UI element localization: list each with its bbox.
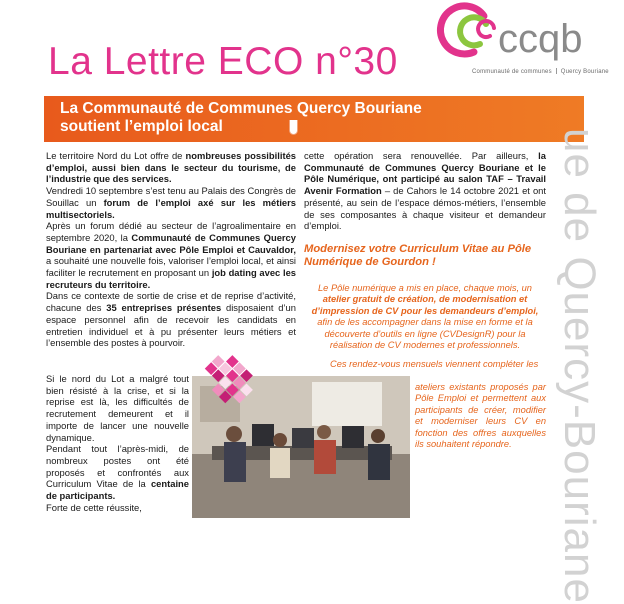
side-vertical-title-text: ue de Quercy-Bouriane bbox=[555, 128, 604, 604]
ccqb-logo bbox=[440, 6, 608, 82]
headline-banner bbox=[44, 96, 584, 142]
paragraph-forum bbox=[46, 185, 296, 220]
text-run: cette opération sera renouvellée. Par ailleurs, bbox=[304, 150, 539, 161]
article-left-column bbox=[46, 150, 296, 349]
paragraph-taf bbox=[304, 150, 546, 232]
paragraph-intro bbox=[46, 150, 296, 185]
newsletter-title: La Lettre ECO n°30 bbox=[48, 40, 398, 83]
mosaic-diamonds-icon bbox=[188, 356, 264, 418]
paragraph-success: Forte de cette réussite, bbox=[46, 501, 142, 513]
text-run: Pendant tout l’après-midi, de nombreux postes ont été proposés et confrontés aux Curriculum Vitae de la bbox=[46, 443, 189, 490]
text-run-bold: atelier gratuit de création, de modernisation et d’impression de CV pour les demandeurs d’emploi, bbox=[311, 294, 539, 316]
paragraph-companies bbox=[46, 290, 296, 349]
logo-letters: ccqb bbox=[498, 17, 583, 61]
text-run-bold: centaine de participants. bbox=[46, 478, 189, 502]
text-run-bold: la Communauté de Communes Quercy Bouriane et le Pôle Numérique, ont participé au salon TAF – Travail Avenir Formation bbox=[304, 150, 546, 197]
text-run: disposaient d’un espace personnel afin de recevoir les candidats en entretien individuel et à pu présenter leurs métiers et l’ensemble des postes à pourvoir. bbox=[46, 302, 296, 349]
side-vertical-title bbox=[555, 128, 620, 604]
text-run: Dans ce contexte de sortie de crise et de reprise d’activité, chacune des bbox=[46, 290, 296, 314]
logo-caption-right: Quercy Bouriane bbox=[560, 69, 609, 75]
headline-line-1: La Communauté de Communes Quercy Bouriane bbox=[60, 100, 422, 117]
text-run-bold: forum de l’emploi axé sur les métiers multisectoriels. bbox=[46, 196, 296, 220]
text-run: afin de les accompagner dans la mise en forme et la découverte d’outils en ligne (CVDesignR) pour la réalisation de CV modernes et professionnels. bbox=[317, 317, 533, 351]
text-run: a souhaité une nouvelle fois, valoriser l’emploi local, et ainsi faciliter le recrutement en proposant un bbox=[46, 255, 296, 279]
text-run-bold: Communauté de Communes Quercy Bouriane en partenariat avec Pôle Emploi et Cauvaldor, bbox=[46, 231, 296, 255]
banner-tab-decoration bbox=[289, 120, 298, 135]
text-run: Le territoire Nord du Lot offre de bbox=[46, 150, 186, 161]
text-run: Le Pôle numérique a mis en place, chaque mois, un bbox=[318, 283, 532, 293]
cv-workshop-heading: Modernisez votre Curriculum Vitae au Pôle Numérique de Gourdon ! bbox=[304, 243, 532, 268]
paragraph-partnership bbox=[46, 220, 296, 290]
cv-workshop-followup-lead: Ces rendez-vous mensuels viennent compléter les bbox=[330, 359, 539, 369]
text-run-bold: job dating avec les recruteurs du territoire. bbox=[46, 267, 296, 290]
text-run-bold: 35 entreprises présentes bbox=[106, 302, 222, 314]
paragraph-afternoon bbox=[46, 443, 189, 502]
text-run: Vendredi 10 septembre s’est tenu au Palais des Congrès de Souillac un bbox=[46, 185, 296, 208]
decorative-mosaic-icon bbox=[188, 356, 264, 418]
text-run: Après un forum dédié au secteur de l’agroalimentaire en septembre 2020, la bbox=[46, 220, 296, 243]
cv-workshop-paragraph bbox=[304, 283, 546, 351]
logo-caption-divider bbox=[556, 68, 557, 74]
logo-caption-left: Communauté de communes bbox=[472, 69, 552, 75]
logo-mark-icon bbox=[440, 6, 608, 68]
text-run-bold: nombreuses possibilités d’emploi, aussi bien dans le secteur du tourisme, de l’industrie que des services. bbox=[46, 150, 297, 185]
headline-line-2: soutient l’emploi local bbox=[60, 118, 223, 135]
paragraph-resilience: Si le nord du Lot a malgré tout bien résisté à la crise, et si la reprise est là, les difficultés de recrutement demeurent et il importe de lancer une nouvelle dynamique. bbox=[46, 373, 189, 443]
cv-workshop-followup: ateliers existants proposés par Pôle Emploi et permettent aux participants de créer, modifier et moderniser leurs CV en fonction des offres auxquelles ils souhaitent répondre. bbox=[415, 382, 546, 450]
article-right-column bbox=[304, 150, 546, 232]
text-run: – de Cahors le 14 octobre 2021 et ont présenté, au sein de l’espace démos-métiers, l’ensemble de ses composantes à chaque visiteur et demandeur d’emploi. bbox=[304, 185, 547, 232]
article-left-narrow-column bbox=[46, 373, 189, 513]
logo-caption bbox=[472, 68, 609, 75]
